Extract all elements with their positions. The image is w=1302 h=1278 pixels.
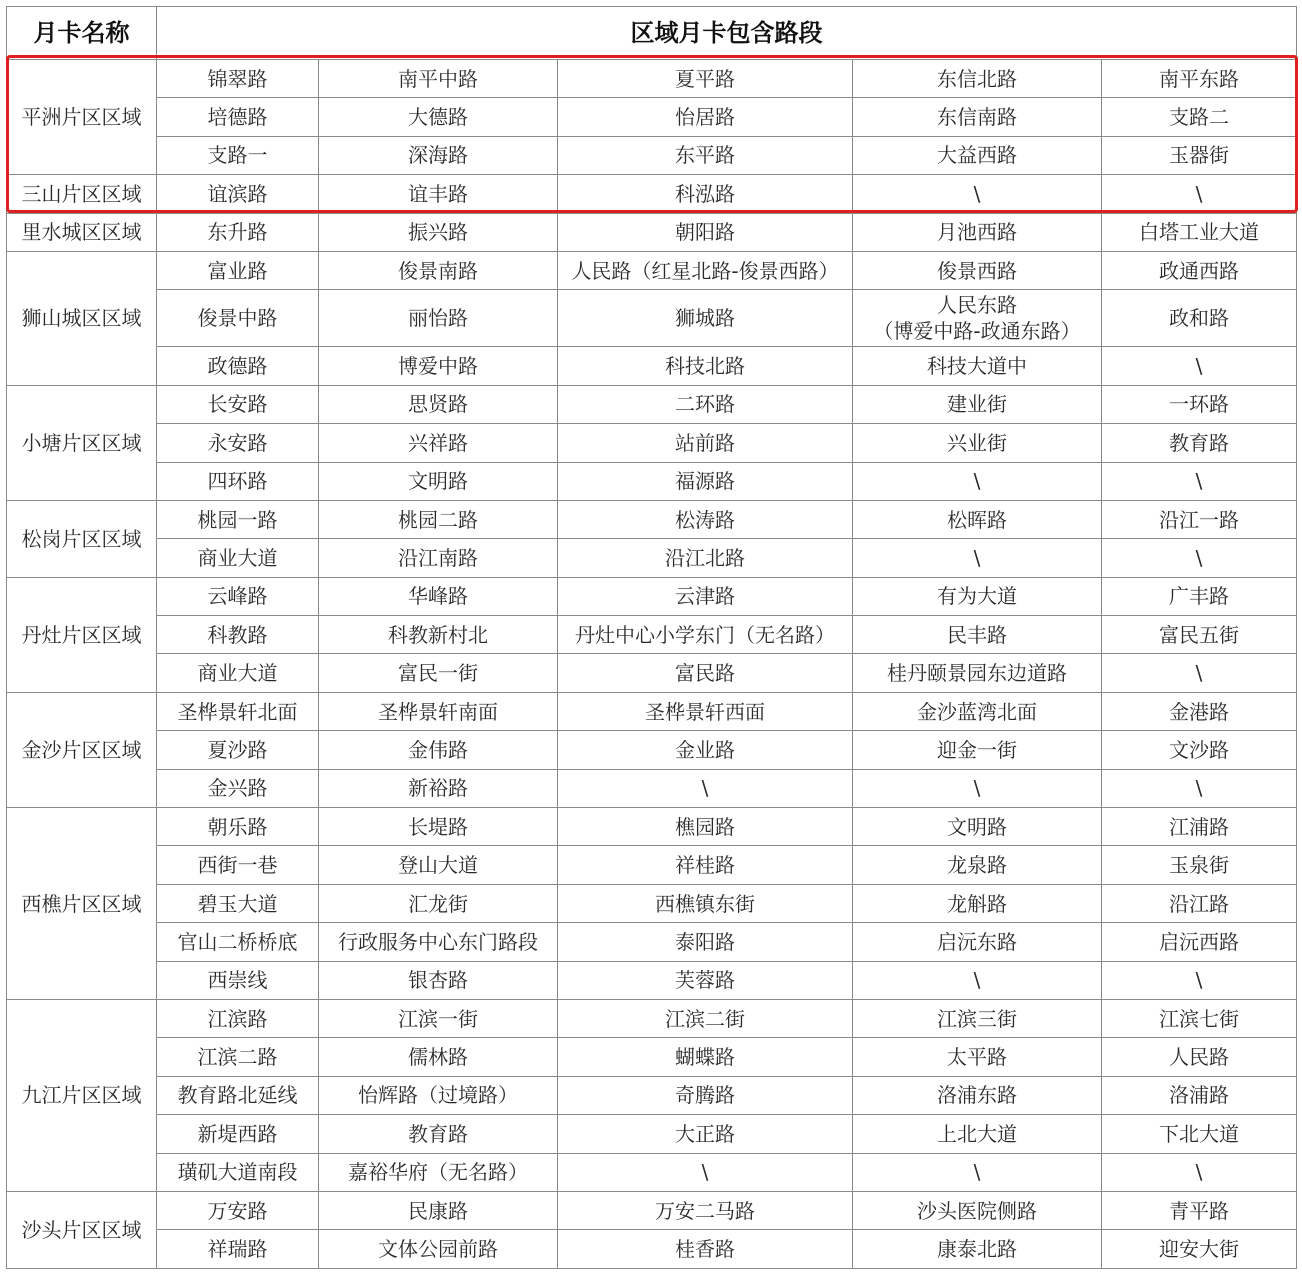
road-cell: 龙泉路 bbox=[853, 846, 1102, 884]
road-cell: 青平路 bbox=[1102, 1191, 1297, 1229]
road-cell: \ bbox=[853, 462, 1102, 500]
road-cell: 沙头医院侧路 bbox=[853, 1191, 1102, 1229]
road-cell: 江滨七街 bbox=[1102, 999, 1297, 1037]
region-name-cell: 沙头片区区域 bbox=[7, 1191, 157, 1268]
region-name-cell: 平洲片区区域 bbox=[7, 60, 157, 175]
road-cell: 夏平路 bbox=[558, 60, 853, 98]
road-cell: 启沅西路 bbox=[1102, 923, 1297, 961]
road-cell: 兴业街 bbox=[853, 424, 1102, 462]
road-cell: 科泓路 bbox=[558, 175, 853, 213]
road-cell: 云津路 bbox=[558, 577, 853, 615]
road-cell: 洛浦路 bbox=[1102, 1076, 1297, 1114]
road-cell: \ bbox=[853, 539, 1102, 577]
road-cell: 科技北路 bbox=[558, 347, 853, 385]
road-cell: 新堤西路 bbox=[157, 1115, 319, 1153]
road-cell: 狮城路 bbox=[558, 290, 853, 347]
road-cell: 行政服务中心东门路段 bbox=[319, 923, 558, 961]
road-cell: 金业路 bbox=[558, 731, 853, 769]
road-cell: 教育路北延线 bbox=[157, 1076, 319, 1114]
table-row bbox=[7, 1076, 1297, 1114]
road-cell: 银杏路 bbox=[319, 961, 558, 999]
road-cell: 一环路 bbox=[1102, 385, 1297, 423]
road-cell: 沿江路 bbox=[1102, 884, 1297, 922]
table-row bbox=[7, 213, 1297, 251]
road-cell: 玉泉街 bbox=[1102, 846, 1297, 884]
road-cell: 下北大道 bbox=[1102, 1115, 1297, 1153]
table-row bbox=[7, 692, 1297, 730]
road-cell: 江滨三街 bbox=[853, 999, 1102, 1037]
region-name-cell: 小塘片区区域 bbox=[7, 385, 157, 500]
table-row bbox=[7, 808, 1297, 846]
road-cell: 迎安大街 bbox=[1102, 1230, 1297, 1268]
road-cell: 碧玉大道 bbox=[157, 884, 319, 922]
table-row bbox=[7, 769, 1297, 807]
table-row bbox=[7, 60, 1297, 98]
table-row bbox=[7, 577, 1297, 615]
header-road-sections: 区域月卡包含路段 bbox=[157, 7, 1297, 60]
road-cell: 金兴路 bbox=[157, 769, 319, 807]
road-cell: 俊景南路 bbox=[319, 251, 558, 289]
road-cell: 西樵镇东街 bbox=[558, 884, 853, 922]
road-cell: 科教路 bbox=[157, 616, 319, 654]
road-cell: 东平路 bbox=[558, 136, 853, 174]
road-cell: 上北大道 bbox=[853, 1115, 1102, 1153]
road-cell: \ bbox=[853, 769, 1102, 807]
road-cell: 江滨二街 bbox=[558, 999, 853, 1037]
road-cell: 官山二桥桥底 bbox=[157, 923, 319, 961]
header-card-name: 月卡名称 bbox=[7, 7, 157, 60]
road-cell: 奇腾路 bbox=[558, 1076, 853, 1114]
road-cell: 沿江一路 bbox=[1102, 500, 1297, 538]
road-cell: 文明路 bbox=[853, 808, 1102, 846]
road-cell: 月池西路 bbox=[853, 213, 1102, 251]
road-cell: 福源路 bbox=[558, 462, 853, 500]
road-cell: \ bbox=[1102, 175, 1297, 213]
road-cell: 江滨路 bbox=[157, 999, 319, 1037]
road-cell: 启沅东路 bbox=[853, 923, 1102, 961]
table-row bbox=[7, 616, 1297, 654]
table-row bbox=[7, 500, 1297, 538]
road-cell: 江滨二路 bbox=[157, 1038, 319, 1076]
road-cell: 汇龙街 bbox=[319, 884, 558, 922]
road-cell: 富民一街 bbox=[319, 654, 558, 692]
road-cell: 商业大道 bbox=[157, 539, 319, 577]
road-cell: 长堤路 bbox=[319, 808, 558, 846]
road-cell: 桂香路 bbox=[558, 1230, 853, 1268]
table-row bbox=[7, 136, 1297, 174]
road-cell: \ bbox=[1102, 539, 1297, 577]
table-row bbox=[7, 290, 1297, 347]
road-cell: 沿江北路 bbox=[558, 539, 853, 577]
road-cell: 科教新村北 bbox=[319, 616, 558, 654]
road-cell: 玉器街 bbox=[1102, 136, 1297, 174]
road-cell: 龙斛路 bbox=[853, 884, 1102, 922]
road-cell: 金沙蓝湾北面 bbox=[853, 692, 1102, 730]
region-name-cell: 丹灶片区区域 bbox=[7, 577, 157, 692]
road-cell: 振兴路 bbox=[319, 213, 558, 251]
road-cell: 富民五街 bbox=[1102, 616, 1297, 654]
table-row bbox=[7, 462, 1297, 500]
road-cell: 嘉裕华府（无名路） bbox=[319, 1153, 558, 1191]
road-cell: 云峰路 bbox=[157, 577, 319, 615]
table-row bbox=[7, 731, 1297, 769]
road-cell: \ bbox=[1102, 462, 1297, 500]
region-name-cell: 三山片区区域 bbox=[7, 175, 157, 213]
region-name-cell: 松岗片区区域 bbox=[7, 500, 157, 577]
road-cell: 丽怡路 bbox=[319, 290, 558, 347]
road-cell: 永安路 bbox=[157, 424, 319, 462]
road-cell: 迎金一街 bbox=[853, 731, 1102, 769]
region-name-cell: 九江片区区域 bbox=[7, 999, 157, 1191]
road-cell: 沿江南路 bbox=[319, 539, 558, 577]
road-cell: 俊景西路 bbox=[853, 251, 1102, 289]
road-cell: 松涛路 bbox=[558, 500, 853, 538]
table-row bbox=[7, 884, 1297, 922]
road-cell: 思贤路 bbox=[319, 385, 558, 423]
road-cell: \ bbox=[558, 769, 853, 807]
road-cell: 政通西路 bbox=[1102, 251, 1297, 289]
road-cell: 怡居路 bbox=[558, 98, 853, 136]
road-cell: 广丰路 bbox=[1102, 577, 1297, 615]
table-row bbox=[7, 654, 1297, 692]
region-name-cell: 狮山城区区域 bbox=[7, 251, 157, 385]
road-cell: 东信北路 bbox=[853, 60, 1102, 98]
road-cell: 站前路 bbox=[558, 424, 853, 462]
road-cell: 丹灶中心小学东门（无名路） bbox=[558, 616, 853, 654]
road-cell: 朝乐路 bbox=[157, 808, 319, 846]
road-cell: 大德路 bbox=[319, 98, 558, 136]
table-row bbox=[7, 846, 1297, 884]
road-cell: 登山大道 bbox=[319, 846, 558, 884]
region-name-cell: 金沙片区区域 bbox=[7, 692, 157, 807]
road-cell: 谊滨路 bbox=[157, 175, 319, 213]
table-row bbox=[7, 424, 1297, 462]
road-cell: \ bbox=[1102, 769, 1297, 807]
table-row bbox=[7, 1230, 1297, 1268]
road-cell: 祥瑞路 bbox=[157, 1230, 319, 1268]
road-cell: 华峰路 bbox=[319, 577, 558, 615]
road-cell: \ bbox=[1102, 347, 1297, 385]
road-cell: 兴祥路 bbox=[319, 424, 558, 462]
table-row bbox=[7, 923, 1297, 961]
road-cell: 康泰北路 bbox=[853, 1230, 1102, 1268]
road-cell: 祥桂路 bbox=[558, 846, 853, 884]
table-row bbox=[7, 539, 1297, 577]
road-cell: 白塔工业大道 bbox=[1102, 213, 1297, 251]
road-cell: 政德路 bbox=[157, 347, 319, 385]
road-cell: 培德路 bbox=[157, 98, 319, 136]
road-cell: 桂丹颐景园东边道路 bbox=[853, 654, 1102, 692]
road-cell: 桃园一路 bbox=[157, 500, 319, 538]
road-cell: 富业路 bbox=[157, 251, 319, 289]
road-cell: \ bbox=[853, 1153, 1102, 1191]
road-cell: 圣桦景轩南面 bbox=[319, 692, 558, 730]
table-row bbox=[7, 1115, 1297, 1153]
road-cell: 大正路 bbox=[558, 1115, 853, 1153]
table-row bbox=[7, 1038, 1297, 1076]
road-cell: 洛浦东路 bbox=[853, 1076, 1102, 1114]
road-cell: 俊景中路 bbox=[157, 290, 319, 347]
region-name-cell: 里水城区区域 bbox=[7, 213, 157, 251]
table-row bbox=[7, 385, 1297, 423]
road-cell: 长安路 bbox=[157, 385, 319, 423]
road-cell: \ bbox=[1102, 654, 1297, 692]
road-cell: 儒林路 bbox=[319, 1038, 558, 1076]
road-cell: 西崇线 bbox=[157, 961, 319, 999]
road-cell: 蝴蝶路 bbox=[558, 1038, 853, 1076]
road-cell: 政和路 bbox=[1102, 290, 1297, 347]
road-cell: 大益西路 bbox=[853, 136, 1102, 174]
road-cell: 南平东路 bbox=[1102, 60, 1297, 98]
road-cell: 博爱中路 bbox=[319, 347, 558, 385]
road-cell: 太平路 bbox=[853, 1038, 1102, 1076]
road-cell: 科技大道中 bbox=[853, 347, 1102, 385]
road-cell: 万安路 bbox=[157, 1191, 319, 1229]
table-body bbox=[7, 60, 1297, 1269]
road-cell: 民康路 bbox=[319, 1191, 558, 1229]
road-cell: 富民路 bbox=[558, 654, 853, 692]
road-cell: 教育路 bbox=[319, 1115, 558, 1153]
road-cell: 怡辉路（过境路） bbox=[319, 1076, 558, 1114]
road-cell: 江浦路 bbox=[1102, 808, 1297, 846]
table-row bbox=[7, 999, 1297, 1037]
road-cell: 有为大道 bbox=[853, 577, 1102, 615]
road-cell: 西街一巷 bbox=[157, 846, 319, 884]
road-cell: 樵园路 bbox=[558, 808, 853, 846]
road-cell: 支路一 bbox=[157, 136, 319, 174]
table-row bbox=[7, 175, 1297, 213]
road-cell: 人民路 bbox=[1102, 1038, 1297, 1076]
road-cell: \ bbox=[558, 1153, 853, 1191]
road-cell: 教育路 bbox=[1102, 424, 1297, 462]
road-cell: 朝阳路 bbox=[558, 213, 853, 251]
road-cell: 人民路（红星北路-俊景西路） bbox=[558, 251, 853, 289]
road-cell: 泰阳路 bbox=[558, 923, 853, 961]
road-cell: 建业街 bbox=[853, 385, 1102, 423]
monthly-card-table-container bbox=[6, 6, 1296, 1269]
road-cell: 金伟路 bbox=[319, 731, 558, 769]
road-cell: 新裕路 bbox=[319, 769, 558, 807]
road-cell: 夏沙路 bbox=[157, 731, 319, 769]
table-row bbox=[7, 98, 1297, 136]
road-cell: 文沙路 bbox=[1102, 731, 1297, 769]
road-cell: 锦翠路 bbox=[157, 60, 319, 98]
road-cell: 松晖路 bbox=[853, 500, 1102, 538]
monthly-card-table bbox=[6, 6, 1297, 1269]
road-cell: 支路二 bbox=[1102, 98, 1297, 136]
table-row bbox=[7, 251, 1297, 289]
table-row bbox=[7, 347, 1297, 385]
table-row bbox=[7, 961, 1297, 999]
road-cell: 璜矶大道南段 bbox=[157, 1153, 319, 1191]
road-cell: 二环路 bbox=[558, 385, 853, 423]
road-cell: 万安二马路 bbox=[558, 1191, 853, 1229]
road-cell: 南平中路 bbox=[319, 60, 558, 98]
road-cell: 桃园二路 bbox=[319, 500, 558, 538]
road-cell: 圣桦景轩北面 bbox=[157, 692, 319, 730]
table-row bbox=[7, 1153, 1297, 1191]
road-cell: 文明路 bbox=[319, 462, 558, 500]
road-cell: 人民东路 （博爱中路-政通东路） bbox=[853, 290, 1102, 347]
road-cell: \ bbox=[1102, 961, 1297, 999]
road-cell: 四环路 bbox=[157, 462, 319, 500]
road-cell: 芙蓉路 bbox=[558, 961, 853, 999]
road-cell: 文体公园前路 bbox=[319, 1230, 558, 1268]
road-cell: 东信南路 bbox=[853, 98, 1102, 136]
road-cell: \ bbox=[1102, 1153, 1297, 1191]
road-cell: 谊丰路 bbox=[319, 175, 558, 213]
region-name-cell: 西樵片区区域 bbox=[7, 808, 157, 1000]
road-cell: 江滨一街 bbox=[319, 999, 558, 1037]
road-cell: 深海路 bbox=[319, 136, 558, 174]
road-cell: 东升路 bbox=[157, 213, 319, 251]
road-cell: 民丰路 bbox=[853, 616, 1102, 654]
table-row bbox=[7, 1191, 1297, 1229]
road-cell: \ bbox=[853, 961, 1102, 999]
road-cell: 商业大道 bbox=[157, 654, 319, 692]
road-cell: 金港路 bbox=[1102, 692, 1297, 730]
road-cell: 圣桦景轩西面 bbox=[558, 692, 853, 730]
road-cell: \ bbox=[853, 175, 1102, 213]
